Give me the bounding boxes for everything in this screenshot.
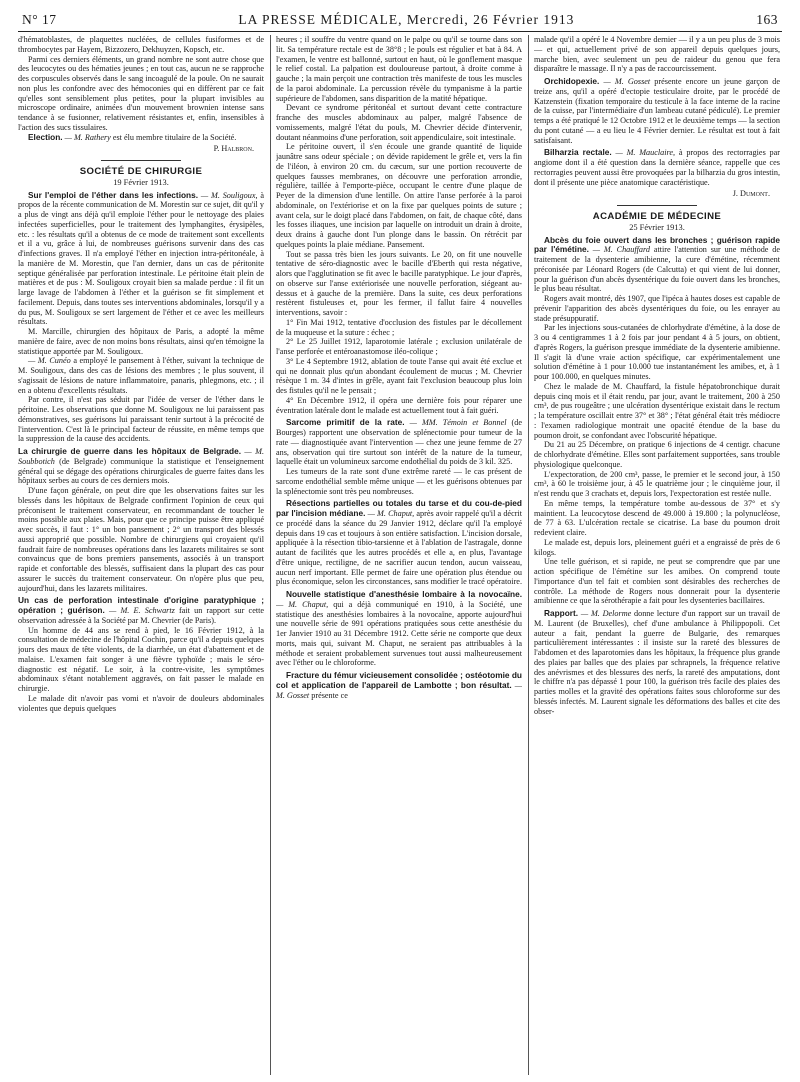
abces-item [534, 236, 780, 295]
author: — MM. Témoin et Bonnel [404, 418, 507, 428]
list-item: 4° En Décembre 1912, il opéra une dernière fois pour réparer une éventration latérale dont le malade est actuellement tout à fait guéri. [276, 395, 522, 415]
paragraph: d'hématoblastes, de plaquettes nucléées, de cellules fusiformes et de thrombocytes par Hayem, Bizzozero, Dekhuyzen, Kopsch, etc. [18, 35, 264, 54]
item-text: fait un rapport sur cette observation adressée à la Société par M. Chevrier (de Paris). [18, 606, 264, 625]
guerre-item [18, 447, 264, 486]
column-rule [270, 35, 271, 1075]
issue-number: N° 17 [22, 12, 57, 27]
author: — M. Soubbotich [18, 447, 264, 466]
author: — M. Chaput, [276, 599, 329, 609]
paragraph: Devant ce syndrome péritonéal et surtout devant cette contracture franche des muscles abdominaux au palper, malgré l'absence de vomissements, malgré l'état du pouls, M. Chevrier décide d'intervenir, doutant néanmoins d'une perforation, soit appendiculaire, soit intestinale. [276, 103, 522, 142]
section-divider [617, 205, 697, 206]
section-date: 19 Février 1913. [113, 177, 169, 187]
paragraph: Le péritoine ouvert, il s'en écoule une grande quantité de liquide jaunâtre sans odeur spéciale ; on dévide rapidement le grêle et, vers la fin de l'iléon, à environ 20 cm. du cæcum, sur une portion recouverte de quelques fausses membranes, on découvre une perforation arrondie, régulière, taillée à l'emporte-pièce, occupant le centre d'une plaque de Peyer de la dimension d'une lentille. On attire l'anse perforée à la paroi abdominale, on l'extériorise et on la fixe par quelques points de suture ; avant cela, sur le doigt placé dans l'abdomen, on fait, de chaque côté, dans les fosses iliaques, une incision par laquelle on introduit un drain à droite, deux drains à gauche dont l'un plonge dans le bassin. On rétrécit par quelques points la plaie médiane. Pansement. [276, 142, 522, 249]
text-columns [18, 35, 782, 1075]
bilharzia-item [534, 148, 780, 187]
item-text: (de Belgrade) communique la statistique et l'enseignement général qui se dégage des opérations chirurgicales de guerre faites dans les hôpitaux serbes au cours de ces derniers mois. [18, 456, 264, 486]
item-text: après avoir rappelé qu'il a décrit ce procédé dans la séance du 29 Janvier 1912, déclare qu'il l'a employé depuis dans 19 cas et toujours à son entière satisfaction. L'incision dorsale, appliquée à la résection tibio-tarsienne et à l'ablation de l'astragale, donne autant de facilités que les autres procédés et elle a, en plus, l'avantage d'être unique, rectiligne, de ne sacrifier aucun tendon, aucun vaisseau, aucun nerf important. Elle permet de faire une opération plus étendue ou plus économique, selon les circonstances, sans modifier le tracé opératoire. [276, 509, 522, 587]
ether-item [18, 191, 264, 328]
author: — M. E. Schwartz [104, 606, 175, 615]
fracture-item [276, 671, 522, 700]
resections-item [276, 499, 522, 587]
item-title: Un cas de perforation intestinale d'origine paratyphique ; opération ; guérison. [18, 595, 264, 615]
item-text: présente encore un jeune garçon de treize ans, qu'il a opéré d'ectopie testiculaire droite, par le procédé de Katzenstein (fixation temporaire du testicule à la face interne de la racine de la cuisse, par l'intermédiaire d'un lambeau cutané pédiculé). Le premier temps a été pratiqué le 12 Octobre 1912 et le deuxième temps — la section du pont cutané — a eu lieu le 4 Février dernier. Le résultat est tout à fait satisfaisant. [534, 77, 780, 145]
author: — M. Souligoux, [198, 190, 258, 200]
paragraph: Le malade dit n'avoir pas vomi et n'avoir de douleurs abdominales violentes que depuis quelques [18, 693, 264, 713]
paragraph: Rogers avait montré, dès 1907, que l'ipéca à hautes doses est capable de prévenir l'apparition des abcès dysentériques du foie, ou les enrayer au stade présuppuratif. [534, 294, 780, 323]
paragraph: Parmi ces derniers éléments, un grand nombre ne sont autre chose que des leucocytes ou des hématies jeunes ; en tout cas, aucun ne se rapproche des corpuscules observés dans le sang incoagulé de la poule. On ne saurait non plus les confondre avec des hémoconies qui en diffèrent par ce fait qu'elles sont sensiblement plus petites, pour la plupart invisibles au microscope ordinaire, animées d'un mouvement brownien intense sans tendance à se fusionner, relativement résistantes et, enfin, insensibles à l'action des sucs tissulaires. [18, 54, 264, 132]
author: — M. Rathery [64, 132, 111, 142]
list-item: 1° Fin Mai 1912, tentative d'occlusion des fistules par le décollement de la muqueuse et la suture : échec ; [276, 317, 522, 337]
paragraph: heures ; il souffre du ventre quand on le palpe ou qu'il se tourne dans son lit. Sa température rectale est de 38°8 ; le pouls est régulier et bat à 84. A l'examen, le ventre est ballonné, surtout en haut, où le gonflement masque le relief costal. La palpation est douloureuse partout, à droite comme à gauche ; la main perçoit une contraction très manifeste de tous les muscles de la paroi abdominale. La percussion révèle du tympanisme à la partie supérieure de l'abdomen, sans disparition de la matité hépatique. [276, 35, 522, 103]
section-date: 25 Février 1913. [629, 222, 685, 232]
page-header [18, 12, 782, 32]
author: — M. Cunéo [28, 356, 71, 366]
item-text: présente ce [309, 690, 348, 700]
paragraph: Par les injections sous-cutanées de chlorhydrate d'émétine, à la dose de 3 ou 4 centigrammes 1 à 2 fois par jour pendant 4 à 5 jours, on obtient, d'après Rogers, la guérison presque immédiate de la dysenterie amibienne. Il s'agit là d'une vraie action spécifique, car expérimentalement une solution d'émétine à 1 pour 10.000 tue instantanément les amibes, et, à 1 pour 100.000, en quelques minutes. [534, 323, 780, 381]
paragraph: malade qu'il a opéré le 4 Novembre dernier — il y a un peu plus de 3 mois — et qui, actuellement privé de son appareil depuis quelques jours, marche bien, avec seulement un peu de raideur du genou que fera disparaître le massage. Il n'y a pas de raccourcissement. [534, 35, 780, 74]
author: — M. Gosset [276, 680, 522, 700]
item-text: attire l'attention sur une méthode de traitement de la dysenterie amibienne, la cure d'émétine, récemment préconisée par Léonard Rogers (de Calcutta) et qui vient de lui donner, pour la guérison d'un abcès dysentérique du foie ouvert dans les bronches, le plus beau résultat. [534, 245, 780, 294]
paragraph: Le malade est, depuis lors, pleinement guéri et a engraissé de près de 6 kilogs. [534, 537, 780, 557]
paragraph: Du 21 au 25 Décembre, on pratique 6 injections de 4 centigr. chacune de chlorhydrate d'émétine. Elles sont parfaitement supportées, sans trouble physiologique quelconque. [534, 440, 780, 469]
column-rule [528, 35, 529, 1075]
item-title: Fracture du fémur vicieusement consolidée ; ostéotomie du col et application de l'appareil de Lambotte ; bon résultat. [276, 670, 522, 690]
item-title: Nouvelle statistique d'anesthésie lombaire à la novocaïne. [286, 589, 522, 599]
author: — M. Chauffard [588, 245, 650, 255]
signature: J. Dumont. [732, 189, 770, 199]
item-text: donne lecture d'un rapport sur un travail de M. Laurent (de Bruxelles), chef d'une ambulance à Philippopoli. Cet auteur a fait, pendant la guerre de Bulgarie, des remarques particulièrement intéressantes : il insiste sur la rareté des blessures de l'abdomen et des laparotomies dans les hôpitaux, la fréquence plus grande des plaies par balles que des plaies par schrapnels, la fréquence relative des anévrismes et des blessures des nerfs, la rareté des amputations, dont le chiffre n'a pas dépassé 1 pour 100, la guérison très facile des plaies des parties molles et la gravité des opérations faites sous chloroforme sur des blessés infectés. M. Laurent signale les déformations des balles et cite des obser- [534, 609, 780, 716]
item-title: La chirurgie de guerre dans les hôpitaux de Belgrade. [18, 446, 242, 456]
column-3 [534, 35, 780, 1075]
list-item: 3° Le 4 Septembre 1912, ablation de toute l'anse qui avait été exclue et qui ne donnait plus qu'un abondant écoulement de mucus ; M. Chevrier résèque 1 m. 34 d'intes in grêle, ayant fait l'exclusion beaucoup plus loin des fistules qu'il ne le pensait ; [276, 356, 522, 395]
item-text: est élu membre titulaire de la Société. [110, 132, 237, 142]
paragraph: Une telle guérison, et si rapide, ne peut se comprendre que par une action spécifique de l'émétine sur les amibes. On comprend toute l'importance d'un tel fait et combien sont désirables des recherches de contrôle. La méthode de Rogers nous donnerait pour la dysenterie amibienne ce que la sérothérapie a fait pour les dysenteries bacillaires. [534, 557, 780, 606]
section-divider [101, 160, 181, 161]
rapport-item [534, 609, 780, 716]
item-title: Abcès du foie ouvert dans les bronches ; guérison rapide par l'émétine. [534, 234, 780, 255]
signature: P. Halbron. [213, 144, 254, 154]
anesthesie-item [276, 590, 522, 668]
page-number: 163 [756, 12, 778, 27]
paragraph: En même temps, la température tombe au-dessous de 37° et s'y maintient. La leucocytose descend de 49.000 à 19.800 ; la polynucléose, de 77 à 63. L'ulcération rectale se cicatrise. La base du poumon droit redevient claire. [534, 498, 780, 537]
list-item: 2° Le 25 Juillet 1912, laparotomie latérale ; exclusion unilatérale de l'anse perforée et entéroanastomose iléo-colique ; [276, 337, 522, 356]
paragraph: L'expectoration, de 200 cm³, passe, le premier et le second jour, à 150 cm³, à 60 le troisième jour, à 45 le quatrième jour ; le cinquième jour, il n'est rendu que 3 crachats et, depuis lors, l'expectoration est restée nulle. [534, 469, 780, 498]
item-title: Bilharzia rectale. [544, 147, 612, 158]
item-text: à propos des rectorragies par angiome dont il a été question dans la dernière séance, rappelle que ces rectorragies peuvent aussi être provoquées par la bilharzia du gros intestin, dont il présente une pièce anatomique caractéristique. [534, 148, 780, 187]
orchidopexie-item [534, 77, 780, 145]
sarcome-item [276, 418, 522, 467]
paragraph: Tout se passa très bien les jours suivants. Le 20, on fit une nouvelle tentative de séro-diagnostic avec le bacille d'Eberth qui resta négative, alors que l'agglutination se fit avec le bacille paratyphique. Le jour d'après, on observe sur l'anse extériorisée une nouvelle perforation, siégeant au-dessus et à gauche de la première. Dans la suite, ces deux perforations restèrent fistuleuses et, pour les fermer, il fallut faire 4 nouvelles interventions, savoir : [276, 249, 522, 317]
cuneo-item [18, 356, 264, 395]
column-1 [18, 35, 264, 1075]
item-text: a employé le pansement à l'éther, suivant la technique de M. Souligoux, dans des cas de lésions des membres ; le plus souvent, il s'agissait de lésions de nature inflammatoire, panaris, phlegmons, etc. ; il en a obtenu d'excellents résultats. [18, 356, 264, 395]
item-title: Rapport. [544, 608, 579, 618]
section-title: SOCIÉTÉ DE CHIRURGIE [79, 166, 203, 177]
item-text: qui a déjà communiqué en 1910, à la Société, une statistique des anesthésies lombaires à la novocaïne, apporte aujourd'hui une nouvelle série de 991 opérations pratiquées sous cette anesthésie du 1er Janvier 1910 au 31 Décembre 1912. Cette série ne comporte que deux morts, mais qui, suivant M. Chaput, ne seraient pas attribuables à la méthode et seraient probablement survenues tout aussi malheureusement avec l'éther ou le chloroforme. [276, 599, 522, 668]
item-title: Election. [28, 131, 63, 142]
paragraph: M. Marcille, chirurgien des hôpitaux de Paris, a adopté la même manière de faire, avec de non moins bons résultats, ainsi qu'en témoigne la statistique apportée par M. Souligoux. [18, 327, 264, 356]
paragraph: Par contre, il n'est pas séduit par l'idée de verser de l'éther dans le péritoine. Les observations que donne M. Souligoux ne lui paraissent pas démonstratives, ses guérisons lui paraissant tenir surtout à la précocité de l'intervention. C'est là le principal facteur de réussite, en même temps que la suppression de la cause des accidents. [18, 395, 264, 444]
item-text: à propos de la récente communication de M. Morestin sur ce sujet, dit qu'il y a plus de vingt ans déjà qu'il emploie l'éther pour le nettoyage des plaies infectées superficielles, pour le traitement des lymphangites, érysipèles, etc. : les résultats qu'il a obtenus de ce mode de traitement sont excellents et il a vu, grâce à lui, de nombreuses guérisons survenir dans des cas d'infections graves. Il n'a employé l'éther en injection intra-péritonéale, à la manière de M. Morestin, que l'an dernier, dans un cas de péritonite septique généralisée par perforation intestinale. Le péritoine était plein de matières et de pus : M. Souligoux croyait bien sa malade perdue : il fit un large lavage de l'abdomen à l'éther et la guérison se fit simplement et facilement. Depuis, dans toutes ses interventions abdominales, lorsqu'il y a du pus, M. Souligoux se sert largement de l'éther et ce avec les meilleurs résultats. [18, 190, 264, 327]
paragraph: Les tumeurs de la rate sont d'une extrême rareté — le cas présent de sarcome endothélial semble même unique — et les guérisons obtenues par la splénectomie sont très peu nombreuses. [276, 467, 522, 496]
election-item [18, 133, 264, 143]
item-title: Sarcome primitif de la rate. [286, 417, 405, 428]
item-title: Sur l'emploi de l'éther dans les infections. [28, 189, 199, 200]
item-title: Orchidopexie. [544, 76, 600, 86]
author: — M. Mauclaire, [611, 148, 676, 158]
item-title: Résections partielles ou totales du tarse et du cou-de-pied par l'incision médiane. [276, 498, 522, 518]
perforation-item [18, 596, 264, 625]
item-text: (de Bourges) rapportent une observation de splénectomie pour tumeur de la rate — diagnostiquée avant l'intervention — chez une jeune femme de 27 ans, observation qui tire surtout son intérêt de la nature de la tumeur, laquelle était un volumineux sarcome endothélial du poids de 3 kil. 325. [276, 418, 522, 467]
paragraph: D'une façon générale, on peut dire que les observations faites sur les blessés dans les hôpitaux de Belgrade confirment l'opinion de ceux qui préconisent le traitement conservateur, en recommandant de toucher le moins possible aux plaies. Mais, pour que ce principe puisse être appliqué avec succès, il faut : 1° un bon pansement ; 2° un transport des blessés aussi approprié que possible. Nombre de chirurgiens qui croyaient qu'il faudrait faire de nombreuses opérations dans les lazarets militaires se sont convaincus que de bons premiers pansements, associés à un transport rapide et confortable des blessés, suffisaient dans la plupart des cas pour assurer le succès du traitement conservateur. On n'opère plus que peu, aujourd'hui, dans les lazarets militaires. [18, 486, 264, 593]
paragraph: Un homme de 44 ans se rend à pied, le 16 Février 1912, à la consultation de médecine de l'hôpital Cochin, parce qu'il a depuis quelques jours des maux de tête violents, de la diarrhée, un état d'abattement et de malaise. L'examen fait songer à une fièvre typhoïde ; mais le séro-diagnostic est négatif. Le soir, à la contre-visite, les symptômes abdominaux s'étant notablement aggravés, on fait passer le malade en chirurgie. [18, 625, 264, 693]
section-title: ACADÉMIE DE MÉDECINE [592, 211, 722, 222]
author: — M. Chaput, [365, 509, 415, 518]
journal-title: LA PRESSE MÉDICALE, Mercredi, 26 Février 1913 [238, 12, 575, 27]
author: — M. Gosset [599, 77, 651, 86]
column-2 [276, 35, 522, 1075]
paragraph: Chez le malade de M. Chauffard, la fistule hépatobronchique durait depuis cinq mois et il était rendu, par jour, avant le traitement, 200 à 250 cm³, de pus rougeâtre ; une ulcération dysentérique existait dans le rectum ; la température oscillait entre 37° et 38° ; l'état général était très médiocre : l'examen radiologique montrait une opacité étendue de la base du poumon droit, se confondant avec l'obscurité hépatique. [534, 381, 780, 440]
author: — M. Delorme [578, 609, 632, 618]
